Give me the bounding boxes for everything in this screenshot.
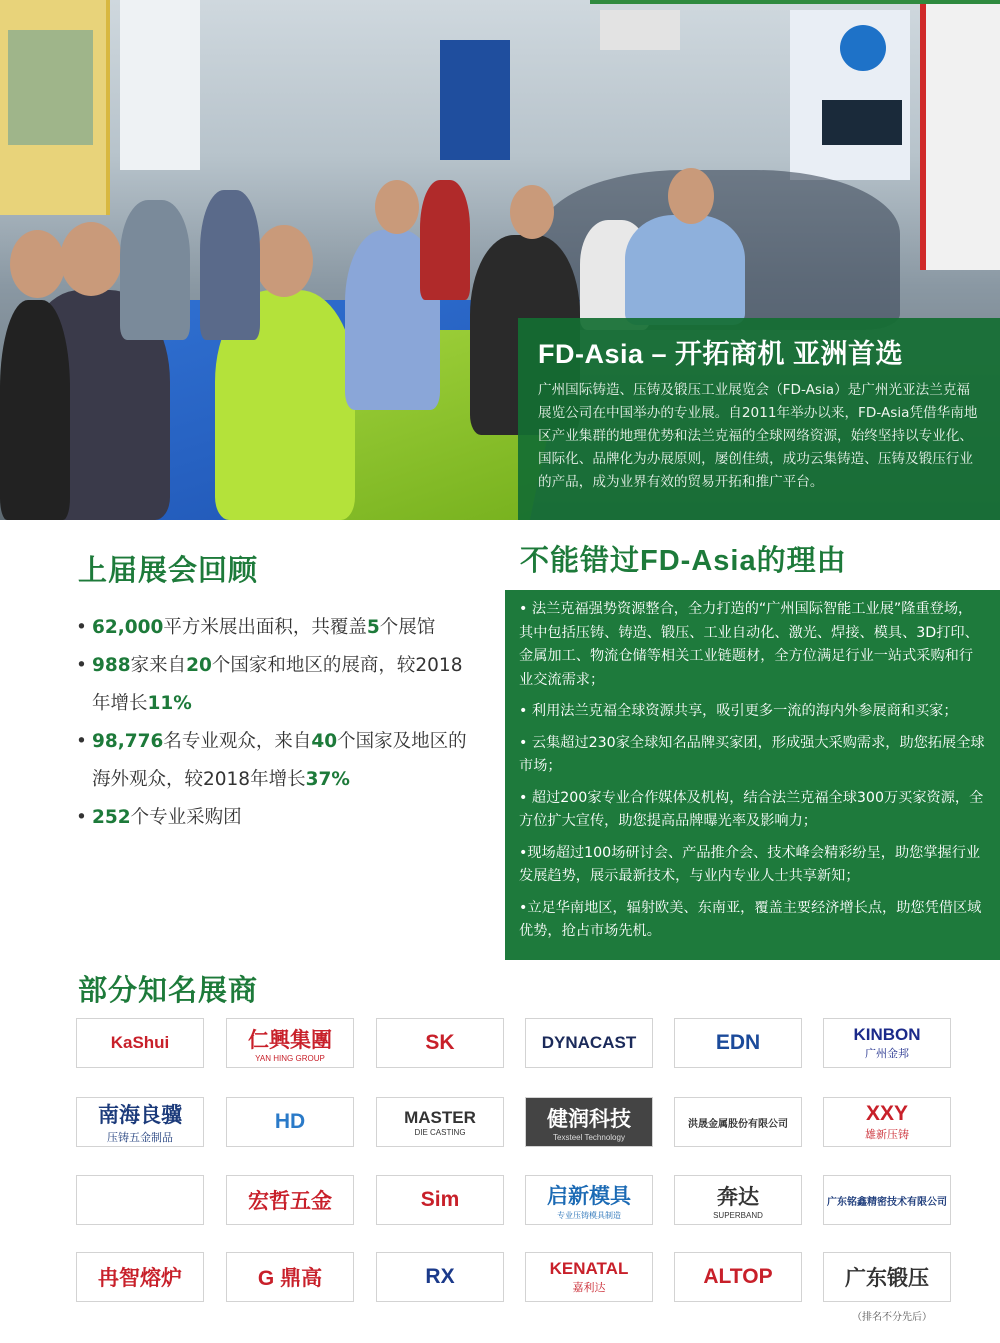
- booth-screen: [822, 100, 902, 145]
- person-red: [420, 180, 470, 300]
- exhibitor-logo-text: HD: [274, 1110, 306, 1133]
- exhibitor-logo: [674, 1097, 802, 1147]
- exhibitor-logo: [376, 1175, 504, 1225]
- exhibitor-logo: [226, 1175, 354, 1225]
- person-head: [255, 225, 313, 297]
- person-head: [668, 168, 714, 224]
- exhibitor-logo: [226, 1097, 354, 1147]
- reasons-panel: [505, 590, 1000, 960]
- exhibitors-title: 部分知名展商: [78, 975, 259, 1007]
- reason-item: •立足华南地区，辐射欧美、东南亚，覆盖主要经济增长点，助您凭借区域优势，抢占市场先机。: [519, 899, 982, 939]
- exhibitor-logo: [76, 1018, 204, 1068]
- person-black: [0, 300, 70, 520]
- booth-sign: [600, 10, 680, 50]
- hero-photo: [0, 0, 1000, 520]
- reason-item: • 超过200家专业合作媒体及机构，结合法兰克福全球300万买家资源，全方位扩大宣传，助您提高品牌曝光率及影响力；: [519, 789, 984, 829]
- exhibitor-logo-text: 南海良骥 压铸五金制品: [98, 1104, 182, 1144]
- exhibitor-logo-text: KINBON 广州金邦: [853, 1025, 921, 1060]
- review-title: 上届展会回顾: [78, 555, 259, 587]
- exhibitor-logo-text: XXY 雄新压铸: [865, 1102, 909, 1141]
- exhibitor-logo-text: Sim: [420, 1188, 460, 1211]
- review-item-area: • 62,000平方米展出面积，共覆盖5个展馆: [78, 609, 478, 647]
- exhibitor-logo-text: EDN: [715, 1031, 761, 1054]
- exhibitor-logo: [823, 1252, 951, 1302]
- exhibitor-logo-text: SK: [425, 1031, 455, 1054]
- exhibitor-logo: [674, 1252, 802, 1302]
- exhibitor-logo-text: KaShui: [110, 1033, 170, 1052]
- person-head: [375, 180, 419, 234]
- person-grey: [200, 190, 260, 340]
- reason-item: • 云集超过230家全球知名品牌买家团，形成强大采购需求，助您拓展全球市场；: [519, 734, 985, 774]
- person-head: [60, 222, 122, 296]
- exhibitor-logo: [525, 1018, 653, 1068]
- exhibitor-logo: [376, 1252, 504, 1302]
- exhibitor-logo: [376, 1097, 504, 1147]
- exhibitor-logo: [76, 1252, 204, 1302]
- exhibitor-logo-text: G 鼎高: [257, 1267, 323, 1290]
- booth-white: [120, 0, 200, 170]
- review-item-visitors: • 98,776名专业观众，来自40个国家及地区的海外观众，较2018年增长37%: [78, 723, 478, 799]
- exhibitor-logo: [226, 1018, 354, 1068]
- intro-body: 广州国际铸造、压铸及锻压工业展览会（FD-Asia）是广州光亚法兰克福展览公司在中国举办的专业展。自2011年举办以来，FD-Asia凭借华南地区产业集群的地理优势和法兰克福的全球网络资源，始终坚持以专业化、国际化、品牌化为办展原则，屡创佳绩，成功云集铸造、压铸及锻压行业的产品，成为业界有效的贸易开拓和推广平台。: [538, 382, 978, 490]
- exhibitor-logo: [376, 1018, 504, 1068]
- exhibitor-logo-text: DYNACAST: [541, 1033, 637, 1052]
- booth-poster: [8, 30, 93, 145]
- intro-title: FD-Asia – 开拓商机 亚洲首选: [538, 339, 904, 369]
- person-head: [10, 230, 65, 298]
- exhibitor-logo-text: 广东锻压: [845, 1267, 929, 1290]
- reason-item: • 法兰克福强势资源整合，全力打造的“广州国际智能工业展”隆重登场，其中包括压铸、铸造、锻压、工业自动化、激光、焊接、模具、3D打印、金属加工、物流仓储等相关工业链题材，全方位满足行业一站式采购和行业交流需求；: [519, 601, 979, 688]
- booth-blue: [440, 40, 510, 160]
- exhibitor-logo: [76, 1097, 204, 1147]
- person-head: [510, 185, 554, 239]
- exhibitor-logo-text: 仁興集團 YAN HING GROUP: [248, 1028, 332, 1063]
- exhibitor-logo-text: 奔达 SUPERBAND: [713, 1185, 763, 1220]
- review-item-exhibitors: • 988家来自20个国家和地区的展商，较2018年增长11%: [78, 647, 478, 723]
- intro-panel: [518, 318, 1000, 520]
- reasons-title: 不能错过FD-Asia的理由: [520, 545, 847, 577]
- exhibitor-logo: [823, 1175, 951, 1225]
- exhibitor-logo-text: 健润科技 Texsteel Technology: [547, 1107, 631, 1142]
- exhibitor-logo: [76, 1175, 204, 1225]
- exhibitor-logo: [525, 1097, 653, 1147]
- reason-item: •现场超过100场研讨会、产品推介会、技术峰会精彩纷呈，助您掌握行业发展趋势，展示最新技术，与业内专业人士共享新知；: [519, 844, 981, 884]
- exhibitor-logo-text: MASTER DIE CASTING: [404, 1107, 476, 1137]
- review-list: [78, 609, 478, 837]
- exhibitor-logo: [674, 1175, 802, 1225]
- reason-item: • 利用法兰克福全球资源共享，吸引更多一流的海内外参展商和买家；: [519, 703, 958, 719]
- exhibitor-logo-text: 启新模具 专业压铸模具制造: [547, 1184, 631, 1220]
- booth-red: [920, 0, 1000, 270]
- order-note: （排名不分先后）: [852, 1312, 932, 1323]
- exhibitor-logo-text: RX: [425, 1265, 455, 1288]
- exhibitor-logo: [525, 1252, 653, 1302]
- exhibitor-logo-text: 广东铭鑫精密技术有限公司: [827, 1196, 947, 1208]
- exhibitor-logo: [823, 1097, 951, 1147]
- last-show-review: [78, 548, 478, 837]
- person-light-blue: [625, 215, 745, 325]
- exhibitor-logo: [525, 1175, 653, 1225]
- exhibitor-logo-text: 洪晟金属股份有限公司: [688, 1118, 788, 1130]
- green-accent-bar: [590, 0, 1000, 4]
- exhibitor-logo: [823, 1018, 951, 1068]
- review-item-buyers: • 252个专业采购团: [78, 799, 478, 837]
- exhibitor-logo-text: KENATAL 嘉利达: [549, 1259, 629, 1294]
- exhibitor-logo: [226, 1252, 354, 1302]
- hp-logo-circle: [840, 25, 886, 71]
- exhibitor-logo: [674, 1018, 802, 1068]
- exhibitor-logo-text: 宏哲五金: [248, 1190, 332, 1213]
- exhibitor-logo-text: ALTOP: [703, 1265, 773, 1288]
- person-grey: [120, 200, 190, 340]
- exhibitor-logo-text: 冉智熔炉: [98, 1267, 182, 1290]
